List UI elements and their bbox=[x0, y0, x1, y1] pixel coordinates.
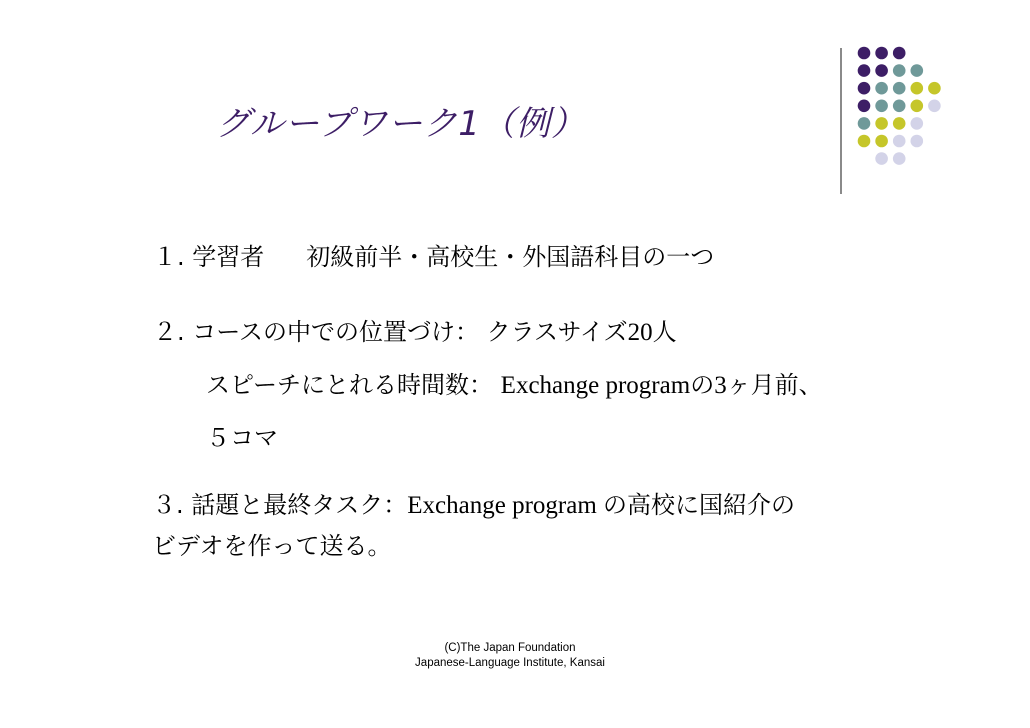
item-2-class-size: 20 bbox=[627, 319, 653, 346]
footer-line-2: Japanese-Language Institute, Kansai bbox=[415, 657, 605, 669]
item-3-label: ３. 話題と最終タスク： bbox=[152, 491, 408, 519]
dot-purple bbox=[858, 64, 871, 77]
dot-teal bbox=[875, 100, 888, 113]
item-3-continuation: ビデオを作って送る。 bbox=[152, 532, 392, 560]
item-1-learners bbox=[153, 245, 714, 269]
dot-lavender bbox=[911, 135, 924, 148]
dot-purple bbox=[893, 47, 906, 60]
dot-yellow bbox=[911, 100, 924, 113]
item-3-program-name: Exchange program bbox=[407, 492, 604, 519]
dot-teal bbox=[858, 117, 871, 130]
dot-yellow bbox=[893, 117, 906, 130]
item-2-months-before: ヶ月前、 bbox=[726, 371, 823, 399]
dot-lavender bbox=[928, 100, 941, 113]
item-1-number: １. bbox=[153, 243, 193, 271]
footer-line-1: (C)The Japan Foundation bbox=[444, 642, 576, 654]
item-2-speech-label: スピーチにとれる時間数： bbox=[206, 371, 501, 399]
dot-lavender bbox=[893, 152, 906, 165]
dot-purple bbox=[858, 47, 871, 60]
dot-purple bbox=[858, 100, 871, 113]
item-1-label: 学習者 bbox=[192, 243, 265, 271]
dot-teal bbox=[875, 82, 888, 95]
item-3-topic-task bbox=[152, 493, 795, 518]
item-2-course-position bbox=[153, 320, 677, 345]
dot-yellow bbox=[875, 117, 888, 130]
dot-yellow bbox=[928, 82, 941, 95]
item-2-program-name: Exchange program bbox=[500, 372, 691, 399]
dot-lavender bbox=[911, 117, 924, 130]
slide-title: グループワーク1（例） bbox=[216, 104, 586, 144]
dot-yellow bbox=[858, 135, 871, 148]
vertical-divider bbox=[840, 48, 842, 194]
item-2-months: 3 bbox=[714, 372, 727, 399]
footer bbox=[360, 641, 660, 671]
item-2-lesson-count: ５コマ bbox=[206, 424, 278, 452]
dot-teal bbox=[893, 64, 906, 77]
dot-purple bbox=[875, 64, 888, 77]
item-2-text-b: 人 bbox=[652, 318, 677, 346]
dot-teal bbox=[911, 64, 924, 77]
item-2-speech-time bbox=[206, 373, 823, 398]
item-3-text: の高校に国紹介の bbox=[603, 491, 796, 519]
dot-lavender bbox=[893, 135, 906, 148]
dot-purple bbox=[858, 82, 871, 95]
item-2-no: の bbox=[690, 371, 715, 399]
dot-purple bbox=[875, 47, 888, 60]
item-1-text: 初級前半・高校生・外国語科目の一つ bbox=[306, 243, 715, 271]
dot-lavender bbox=[875, 152, 888, 165]
dot-yellow bbox=[875, 135, 888, 148]
dot-teal bbox=[893, 100, 906, 113]
item-2-text-a: ２. コースの中での位置づけ： クラスサイズ bbox=[153, 318, 628, 346]
dot-teal bbox=[893, 82, 906, 95]
dot-yellow bbox=[911, 82, 924, 95]
